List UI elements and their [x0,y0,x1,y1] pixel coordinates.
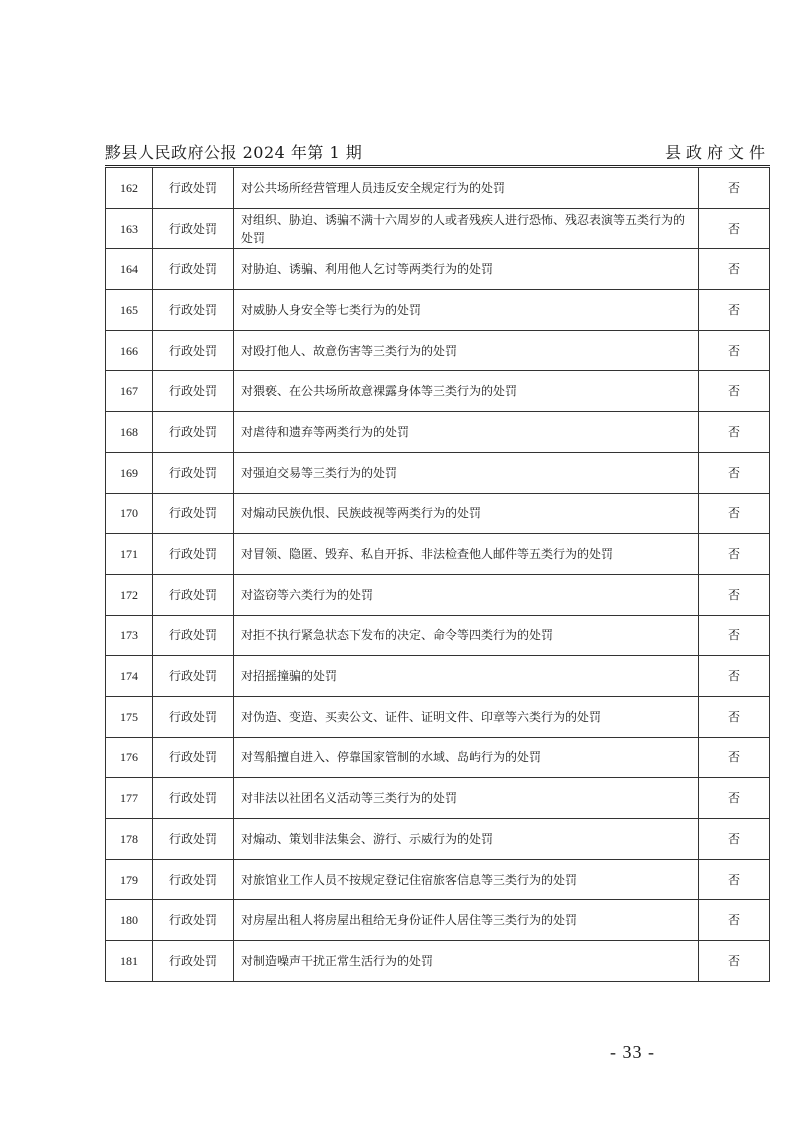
power-type: 行政处罚 [153,208,234,249]
flag-value: 否 [699,534,770,575]
flag-value: 否 [699,778,770,819]
flag-value: 否 [699,168,770,209]
power-type: 行政处罚 [153,371,234,412]
row-number: 165 [106,290,153,331]
flag-value: 否 [699,493,770,534]
flag-value: 否 [699,574,770,615]
table-row [106,534,770,575]
table-row [106,371,770,412]
flag-value: 否 [699,737,770,778]
table-body [106,168,770,982]
table-row [106,615,770,656]
table-row [106,412,770,453]
item-name: 对非法以社团名义活动等三类行为的处罚 [234,778,699,819]
bulletin-issue-title: 黟县人民政府公报 2024 年第 1 期 [105,143,363,162]
row-number: 177 [106,778,153,819]
item-name: 对制造噪声干扰正常生活行为的处罚 [234,941,699,982]
item-name: 对盗窃等六类行为的处罚 [234,574,699,615]
row-number: 170 [106,493,153,534]
table-row [106,819,770,860]
flag-value: 否 [699,656,770,697]
item-name: 对组织、胁迫、诱骗不满十六周岁的人或者残疾人进行恐怖、残忍表演等五类行为的处罚 [234,208,699,249]
page-number: - 33 - [610,1042,655,1062]
row-number: 180 [106,900,153,941]
item-name: 对招摇撞骗的处罚 [234,656,699,697]
power-type: 行政处罚 [153,330,234,371]
power-type: 行政处罚 [153,574,234,615]
item-name: 对煽动民族仇恨、民族歧视等两类行为的处罚 [234,493,699,534]
row-number: 168 [106,412,153,453]
table-row [106,249,770,290]
flag-value: 否 [699,452,770,493]
table-row [106,208,770,249]
row-number: 167 [106,371,153,412]
power-type: 行政处罚 [153,493,234,534]
power-type: 行政处罚 [153,778,234,819]
table-row [106,941,770,982]
running-header [105,140,770,164]
power-type: 行政处罚 [153,168,234,209]
power-type: 行政处罚 [153,941,234,982]
item-name: 对旅馆业工作人员不按规定登记住宿旅客信息等三类行为的处罚 [234,859,699,900]
item-name: 对强迫交易等三类行为的处罚 [234,452,699,493]
flag-value: 否 [699,615,770,656]
power-type: 行政处罚 [153,819,234,860]
item-name: 对虐待和遗弃等两类行为的处罚 [234,412,699,453]
row-number: 169 [106,452,153,493]
item-name: 对公共场所经营管理人员违反安全规定行为的处罚 [234,168,699,209]
table-row [106,452,770,493]
table-row [106,290,770,331]
flag-value: 否 [699,330,770,371]
power-type: 行政处罚 [153,452,234,493]
row-number: 164 [106,249,153,290]
table-row [106,168,770,209]
table-row [106,493,770,534]
power-type: 行政处罚 [153,290,234,331]
table-row [106,900,770,941]
flag-value: 否 [699,900,770,941]
flag-value: 否 [699,208,770,249]
table-row [106,859,770,900]
table-row [106,778,770,819]
power-type: 行政处罚 [153,249,234,290]
item-name: 对房屋出租人将房屋出租给无身份证件人居住等三类行为的处罚 [234,900,699,941]
power-type: 行政处罚 [153,900,234,941]
power-type: 行政处罚 [153,412,234,453]
power-type: 行政处罚 [153,696,234,737]
row-number: 175 [106,696,153,737]
flag-value: 否 [699,249,770,290]
item-name: 对胁迫、诱骗、利用他人乞讨等两类行为的处罚 [234,249,699,290]
power-type: 行政处罚 [153,615,234,656]
flag-value: 否 [699,859,770,900]
row-number: 174 [106,656,153,697]
row-number: 178 [106,819,153,860]
penalty-items-table [105,167,770,982]
row-number: 162 [106,168,153,209]
item-name: 对殴打他人、故意伤害等三类行为的处罚 [234,330,699,371]
power-type: 行政处罚 [153,656,234,697]
flag-value: 否 [699,412,770,453]
flag-value: 否 [699,941,770,982]
item-name: 对猥亵、在公共场所故意裸露身体等三类行为的处罚 [234,371,699,412]
power-type: 行政处罚 [153,737,234,778]
table-row [106,696,770,737]
table-row [106,656,770,697]
item-name: 对伪造、变造、买卖公文、证件、证明文件、印章等六类行为的处罚 [234,696,699,737]
row-number: 176 [106,737,153,778]
table-row [106,574,770,615]
power-type: 行政处罚 [153,534,234,575]
row-number: 163 [106,208,153,249]
item-name: 对煽动、策划非法集会、游行、示威行为的处罚 [234,819,699,860]
row-number: 166 [106,330,153,371]
row-number: 181 [106,941,153,982]
row-number: 179 [106,859,153,900]
flag-value: 否 [699,696,770,737]
row-number: 172 [106,574,153,615]
item-name: 对冒领、隐匿、毁弃、私自开拆、非法检查他人邮件等五类行为的处罚 [234,534,699,575]
header-divider [105,165,770,166]
item-name: 对驾船擅自进入、停靠国家管制的水域、岛屿行为的处罚 [234,737,699,778]
table-row [106,330,770,371]
row-number: 171 [106,534,153,575]
power-type: 行政处罚 [153,859,234,900]
section-title: 县政府文件 [664,143,770,162]
flag-value: 否 [699,371,770,412]
row-number: 173 [106,615,153,656]
flag-value: 否 [699,290,770,331]
flag-value: 否 [699,819,770,860]
item-name: 对威胁人身安全等七类行为的处罚 [234,290,699,331]
item-name: 对拒不执行紧急状态下发布的决定、命令等四类行为的处罚 [234,615,699,656]
table-row [106,737,770,778]
